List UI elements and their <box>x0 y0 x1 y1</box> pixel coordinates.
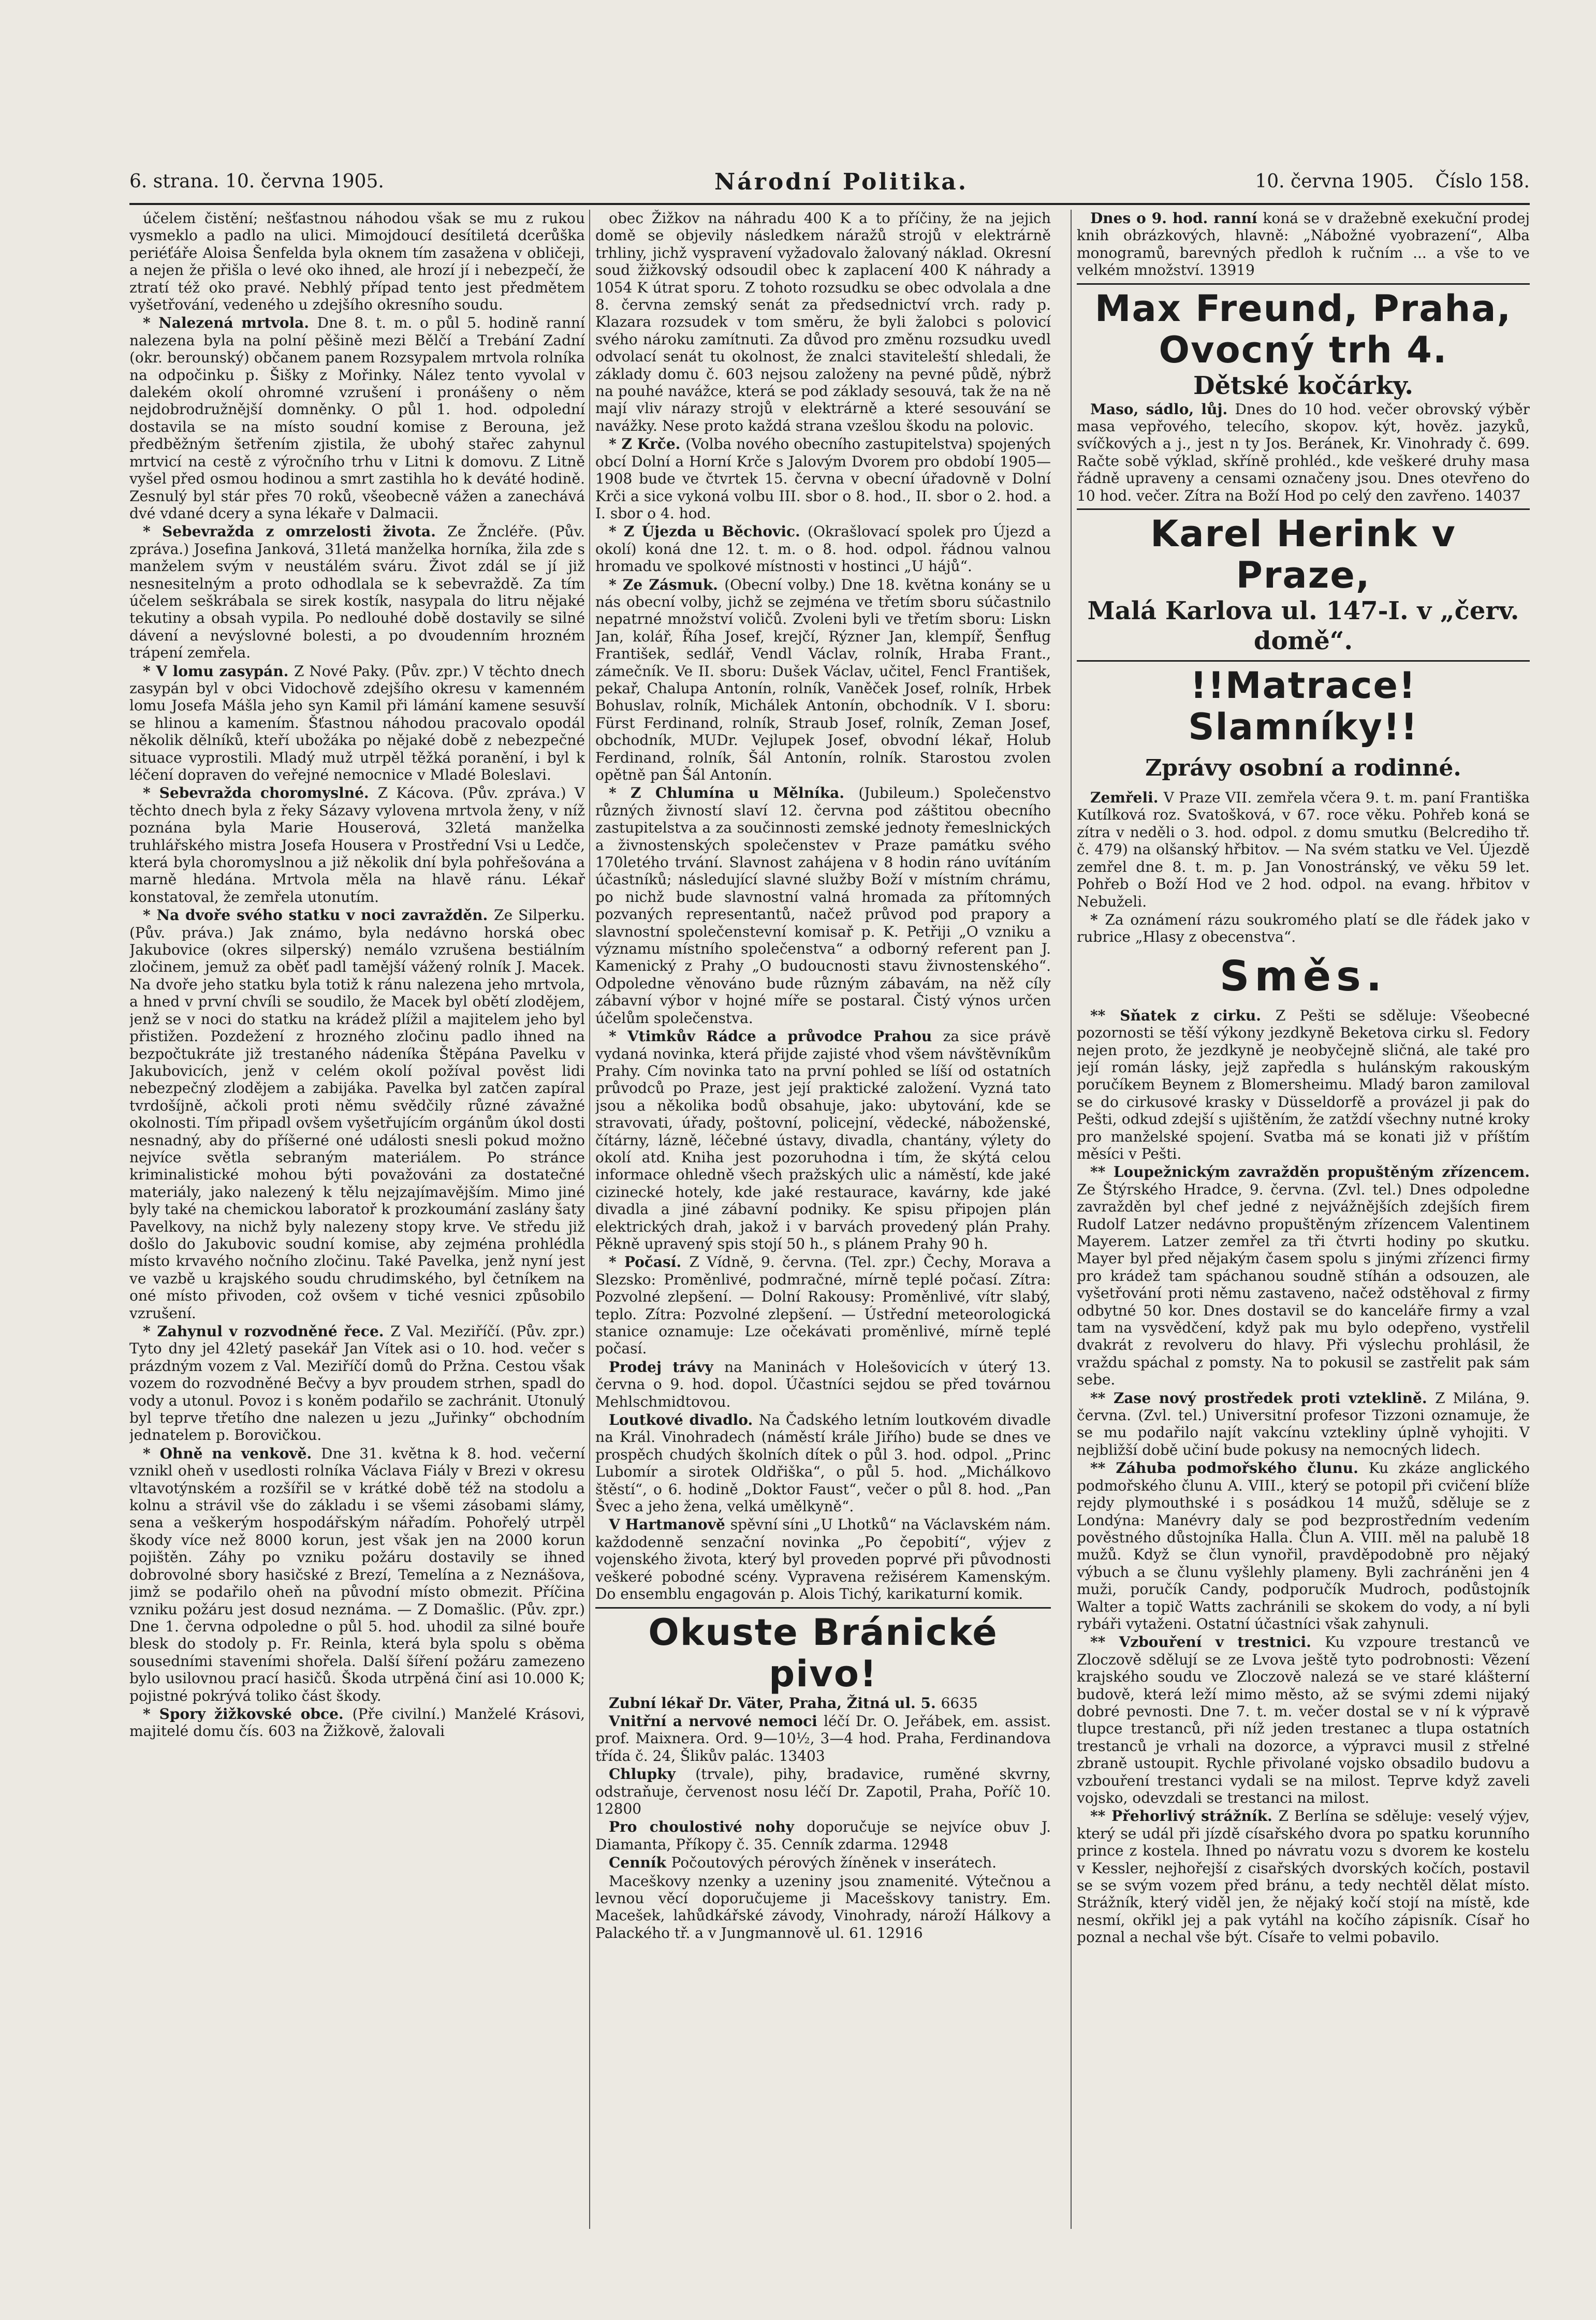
news-item-lead: * Počasí. <box>609 1253 690 1271</box>
advertisement <box>1077 508 1530 596</box>
news-item <box>595 1713 1051 1764</box>
column-1 <box>129 210 585 2229</box>
news-item-text: 6635 <box>941 1694 978 1712</box>
news-item-lead: * Sebevražda choromyslné. <box>143 784 378 802</box>
news-item <box>1077 401 1530 504</box>
news-item-lead: Loutkové divadlo. <box>609 1411 759 1429</box>
header-page-date: 6. strana. 10. června 1905. <box>129 171 384 192</box>
news-item-lead: ** Sňatek z cirku. <box>1090 1006 1276 1024</box>
advert-subline: Dětské kočárky. <box>1193 371 1414 400</box>
news-item <box>595 1359 1051 1410</box>
news-item-lead: * Ohně na venkově. <box>143 1444 321 1462</box>
news-item <box>595 1765 1051 1817</box>
news-item-lead: * <box>1090 911 1105 928</box>
news-item-lead: * Nalezená mrtvola. <box>143 314 317 332</box>
advert-headline: Karel Herink v Praze, <box>1150 513 1456 597</box>
news-item-lead: ** Loupežnickým zavražděn propuštěným zřízencem. <box>1090 1163 1530 1181</box>
news-item-text: (Jubileum.) Společenstvo různých živností slaví 12. června pod záštitou obecního zastupitelstva a za součinnosti zemské jednoty řemeslnických a živnostenských společenstev v Praze památku svého 170letého trvání. Slavnost zahájena v 8 hodin ráno uvítáním účastníků; následující slavné služby Boží v místním chrámu, po nichž bude slavnostní valná hromada za přítomných pozvaných representantů, načež průvod pod prapory a slavnostní společenstevní komisař p. K. Petřiji „O vzniku a významu místního společenstva“ a odborný referent pan J. Kamenický z Prahy „O budoucnosti stavu živnostenského“. Odpoledne věnováno bude různým zábavám, na něž cíly zábavní výbor v hojné míře se postaral. Čistý výnos určen účelům společenstva. <box>595 784 1051 1027</box>
news-item-text: Ze Žncléře. (Pův. zpráva.) Josefina Janková, 31letá manželka horníka, žila zde s manželem svým v neustálém sváru. Život zdál se jí již nesnesitelným a proto odhodlala se k sebevraždě. Za tím účelem seškrábala se sirek kostík, nasypala do litru nějaké tekutiny a obsah vypila. Po nedlouhé době dostavily se silné dávení a nevýslovné bolesti, a po dvoudenním hrozném trápení zemřela. <box>129 523 585 662</box>
news-item-lead: Chlupky <box>609 1765 696 1783</box>
news-item-text: Ku zkáze anglického podmořského člunu A. VIII., který se potopil při cvičení blíže rejdy plymouthské i s posádkou 14 mužů, sděluje se z Londýna: Manévry daly se pod bezprostředním vedením pověstného důstojníka Halla. Člun A. VIII. měl na palubě 18 mužů. Když se člun vynořil, pravděpodobně pro nějaký výbuch a se člunu vyšlehly plameny. Byli zachráněni jen 4 muži, poručík Candy, podporučík Mudroch, podůstojník Walter a topič Watts zachránili se skokem do vody, a ní byli rybáři vytaženi. Ostatní účastníci však zahynuli. <box>1077 1460 1530 1632</box>
news-item-lead: ** Vzbouření v trestnici. <box>1090 1633 1325 1651</box>
news-item-lead: Prodej trávy <box>609 1358 725 1376</box>
news-item-lead: * Na dvoře svého statku v noci zavražděn. <box>143 907 494 924</box>
advert-subline: Malá Karlova ul. 147-I. v „červ. domě“. <box>1087 596 1519 656</box>
news-item <box>129 1705 585 1740</box>
column-2 <box>595 210 1051 2229</box>
news-item <box>129 1445 585 1704</box>
news-item-text: Maceškovy nzenky a uzeniny jsou znamenité. Výtečnou a levnou věcí doporučujeme ji Macešskovy tanistry. Em. Macešek, lahůdkářské závody, Vinohrady, nároží Hálkovy a Palackého tř. a v Jungmannově ul. 61. 12916 <box>595 1872 1051 1942</box>
news-item <box>1077 1390 1530 1459</box>
news-item <box>595 1818 1051 1853</box>
news-item-lead: Maso, sádlo, lůj. <box>1090 400 1235 418</box>
news-item-lead: ** Přehorlivý strážník. <box>1090 1807 1279 1825</box>
news-item-lead: * Zahynul v rozvodněné řece. <box>143 1323 391 1340</box>
news-item-lead: * Z Újezda u Běchovic. <box>609 523 808 541</box>
news-item <box>1077 210 1530 279</box>
news-item-text: (trvale), pihy, bradavice, ruměné skvrny, odstraňuje, červenost nosu léčí Dr. Zapotil, Praha, Poříč 10. 12800 <box>595 1765 1051 1817</box>
page-header <box>129 171 1530 202</box>
news-item-text: na Maninách v Holešovicích v úterý 13. června o 9. hod. dopol. Účastníci sejdou se před továrnou Mehlschmidtovou. <box>595 1358 1051 1410</box>
section-heading-smes: Směs. <box>1219 952 1387 1000</box>
news-item-text: (Volba nového obecního zastupitelstva) spojených obcí Dolní a Horní Krče s Jalovým Dvorem pro období 1905—1908 bude ve čtvrtek 15. června v obecní úřadovně v Dolní Krči a sice vykoná volbu III. sbor o 8. hod., II. sbor o 2. hod. a I. sbor o 4. hod. <box>595 435 1051 522</box>
news-item <box>595 1873 1051 1942</box>
news-item-lead: * Ze Zásmuk. <box>609 576 725 593</box>
news-item-lead: Zubní lékař Dr. Väter, Praha, Žitná ul. 5. <box>609 1694 941 1712</box>
news-item-lead: * Z Chlumína u Mělníka. <box>609 784 859 802</box>
advertisement <box>1077 283 1530 371</box>
news-item-text: za sice právě vydaná novinka, která přijde zajisté vhod všem návštěvníkům Prahy. Cím novinka tato na první pohled se líší od ostatních průvodců po Praze, jest její praktické založení. Vyzná tato jsou a několika bodů obsahuje, jako: ubytování, kde se stravovati, úřady, poštovní, policejní, vědecké, náboženské, čítárny, lázně, léčebné ústavy, divadla, chantány, výlety do okolí atd. Kniha jest pozoruhodna i tím, že skýtá celou informace ohledně všech pražských ulic a náměstí, kde jaké cizinecké hotely, kde jaké restaurace, kavárny, kde jaké divadla a jiné zábavní podniky. Ke spisu připojen plán elektrických drah, jakož i v barvách provedený plán Prahy. Pěkně upravený spis stojí 50 h., s plánem Prahy 90 h. <box>595 1028 1051 1252</box>
news-item <box>1077 1807 1530 1946</box>
news-item <box>129 907 585 1322</box>
news-item-text: Z Val. Meziříčí. (Pův. zpr.) Tyto dny jel 42letý pasekář Jan Vítek asi o 10. hod. večer s prázdným vozem z Val. Meziříčí domů do Pržna. Cestou však vozem do rozvodněné Bečvy a byv proudem strhen, spadl do vody a utonul. Povoz i s koněm podařilo se zachránit. Utonulý byl teprve třetího dne nalezen u jezu „Juřinky“ obchodním jednatelem p. Borovičkou. <box>129 1323 585 1444</box>
news-item-lead: V Hartmanově <box>609 1516 730 1534</box>
header-right <box>1239 171 1530 192</box>
news-item-text: Z Milána, 9. června. (Zvl. tel.) Universitní profesor Tizzoni oznamuje, že se mu podařilo najít vakcínu vztekliny úplně vyhojiti. V nejbližší době učiní bude pokusy na nemocných lidech. <box>1077 1389 1530 1458</box>
news-item-lead: * Sebevražda z omrzelosti života. <box>143 523 448 541</box>
advert-headline: Max Freund, Praha, Ovocný trh 4. <box>1094 287 1512 371</box>
news-item-text: Ku vzpoure trestanců ve Zloczově sdělují se ze Lvova ještě tyto podrobnosti: Vězení krajského soudu ve Zloczově nalezá se ve staré klášterní budově, která leží mimo město, až se svými zdemi nijaký dobré pevnosti. Dne 7. t. m. večer dostal se v ní k výpravě tlupce trestanců, při níž jeden trestanec a tlupa ostatních trestanců je vrhali na dozorce, a výpravci musil z střelné zbraně ustoupit. Rychle přivolané vojsko obsadilo budovu a vzbouření trestanci vydali se na milost. Teprve když zaveli vojsko, odevzdali se trestanci na milost. <box>1077 1633 1530 1806</box>
news-item <box>129 663 585 784</box>
news-item <box>129 523 585 661</box>
news-item <box>595 210 1051 434</box>
news-item-lead: ** Záhuba podmořského člunu. <box>1090 1460 1369 1477</box>
news-item-text: spěvní síni „U Lhotků“ na Václavském nám. každodenně senzační novinka „Po čepobití“, výjev z vojenského života, který byl proveden poprvé při původnosti veškeré pobodné scény. Vypravena režisérem Kamenským. Do ensemblu engagován p. Alois Tichý, karikaturní komik. <box>595 1516 1051 1603</box>
news-item-text: koná se v dražebně exekuční prodej knih obrázkových, hlavně: „Nábožné vyobrazení“, Alba monogramů, barevných předloh k ručním ... a vše to ve velkém množství. 13919 <box>1077 210 1530 279</box>
news-item <box>595 1411 1051 1515</box>
news-item-text: Z Kácova. (Pův. zpráva.) V těchto dnech byla z řeky Sázavy vylovena mrtvola ženy, v níž poznána byla Marie Houserová, 32letá manželka truhlářského mistra Josefa Housera v Prostřední Vsi u Ledče, která byla choromyslnou a již několik dní byla pohřešována a marně hledána. Mrtvola měla na hlavě ránu. Lékař konstatoval, že zemřela utonutím. <box>129 784 585 906</box>
news-item-text: Ze Silperku. (Pův. práva.) Jak známo, byla nedávno horská obec Jakubovice (okres silperský) nemálo vzrušena bestiálním zločinem, jemuž za oběť padl tamější vážený rolník J. Macek. Na dvoře jeho statku byla totiž k ránu nalezena jeho mrtvola, a hned v první chvíli se soudilo, že Macek byl obětí zlodějem, jenž se v noci do statku na krádež plížil a majitelem jeho byl přistižen. Pozdežení z hrozného zločinu padlo ihned na bezpočtukráte již trestaného nádeníka Štěpána Pavelku v Jakubovicích, jenž v celém okolí požíval pověst lidi nebezpečný zlodějem a zabijáka. Pavelka byl zatčen zapíral tvrdošíjně, ačkoli proti němu svědčily různé závažné okolnosti. Tím připadl ovšem vyšetřujícím orgánům úkol dosti nesnadný, aby do příšerné oné události snesli pokud možno nejvíce světla sebraným materiálem. Po stránce kriminalistické mohou býti považováni za dostatečné materiály, jako nalezený k tělu nejzajímavějším. Mimo jiné byly také na chemickou laboratoř k prozkoumání zaslány šaty Pavelkovy, na nichž byly nalezeny stopy krve. Ve středu již došlo do Jakubovic soudní komise, aby zejména prohlédla místo krvavého nočního zločinu. Také Pavelka, jenž nyní jest ve vazbě u krajského soudu chrudimského, byl četníkem na oné místo přivoden, což ovšem v tiché vesnici způsobilo vzrušení. <box>129 907 585 1322</box>
news-item <box>129 784 585 906</box>
news-item <box>1077 1163 1530 1388</box>
advertisement <box>595 1607 1051 1695</box>
news-item-text: Na Čadského letním loutkovém divadle na Král. Vinohradech (náměstí krále Jiřího) bude se dnes ve prospěch chudých školních dítek o půl 3. hod. odpol. „Princ Lubomír a sirotek Oldřiška“, o půl 5. hod. „Michálkovo štěstí“, o 6. hodině „Doktor Faust“, večer o půl 8. hod. „Pan Švec a jeho žena, velká umělkyně“. <box>595 1411 1051 1515</box>
news-item <box>1077 1460 1530 1632</box>
news-item-text: obec Žižkov na náhradu 400 K a to příčiny, že na jejich domě se objevily následkem náražů strojů v elektrárně trhliny, jichž vyspravení vyžadovalo žalovaný náklad. Okresní soud žižkovský odsoudil obec k zaplacení 400 K náhrady a 1054 K útrat sporu. Z tohoto rozsudku se obec odvolala a dne 8. června zemský senát za předsednictví vrch. rady p. Klazara rozsudek v tom směru, že byli žalobci s polovicí svého nároku zamítnuti. Za důvod pro změnu rozsudku uvedl odvolací senát tu okolnost, že znalci staviteleští shledali, že základy domu č. 603 nejsou založeny na pevné půdě, nýbrž na pouhé navážce, která se pod základy sesouvá, tak že na ně mají vliv nárazy strojů v elektrárně a které sesouvání se navážky. Nese proto každá strana vzešlou škodu na polovic. <box>595 210 1051 434</box>
news-item <box>595 1253 1051 1357</box>
news-item-text: (Pře civilní.) Manželé Krásovi, majitelé domu čís. 603 na Žižkově, žalovali <box>129 1705 585 1740</box>
news-item <box>129 1323 585 1444</box>
news-item-text: Z Vídně, 9. června. (Tel. zpr.) Čechy, Morava a Slezsko: Proměnlivé, podmračné, mírně teplé počasí. Zítra: Pozvolné zlepšení. — Dolní Rakousy: Proměnlivé, vítr slabý, teplo. Zítra: Pozvolné zlepšení. — Ústřední meteorologická stanice oznamuje: Lze očekávati proměnlivé, mírně teplé počasí. <box>595 1253 1051 1358</box>
news-item <box>1077 1633 1530 1806</box>
advert-headline: !!Matrace! Slamníky!! <box>1188 664 1418 749</box>
news-item-text: (Obecní volby.) Dne 18. května konány se u nás obecní volby, jichž se zejména ve třetím sboru súčastnilo nepatrné množství voličů. Zvoleni byli ve třetím sboru: Liskn Jan, kolář, Říha Josef, krejčí, Rýzner Jan, klempíř, Šenfług František, sedlář, Vendl Václav, rolník, Hraba Frant., zámečník. Ve II. sboru: Dušek Václav, učitel, Fencl František, pekař, Chalupa Antonín, rolník, Vaněček Josef, rolník, Hrbek Bohuslav, rolník, Michálek Antonín, obchodník. V I. sboru: Fürst Ferdinand, rolník, Straub Josef, rolník, Zeman Josef, obchodník, MUDr. Vejlupek Josef, obvodní lékař, Holub Ferdinand, rolník, Šál Antonín, rolník. Starostou zvolen opětně pan Šál Antonín. <box>595 576 1051 783</box>
header-date: 10. června 1905. <box>1255 171 1414 192</box>
news-item-text: Z Berlína se sděluje: veselý výjev, který se udál při jízdě císařského dvora po spatku korunního prince z kostela. Ihned po návratu vozu s dvorem ke kostelu v Kessler, nejhořejší z cisařských dvorských kočích, postavil se se svým vozem před bránu, a tedy nechtěl dělat místo. Strážník, který viděl jen, že nějaký kočí stojí na místě, kde nesmí, okřikl jej a pak vytáhl na kočího zápisník. Císař ho poznal a nechal vše být. Císaře to velmi pobavilo. <box>1077 1807 1530 1946</box>
header-issue: Číslo 158. <box>1435 171 1530 192</box>
news-item <box>595 576 1051 784</box>
news-item-text: Za oznámení rázu soukromého platí se dle řádek jako v rubrice „Hlasy z obecenstva“. <box>1077 911 1530 946</box>
news-item-lead: Vnitřní a nervové nemoci <box>609 1712 824 1730</box>
column-3 <box>1077 210 1530 2229</box>
news-item-text: doporučuje se nejvíce obuv J. Diamanta, Příkopy č. 35. Cenník zdarma. 12948 <box>595 1818 1051 1853</box>
news-item-text: Ze Štýrského Hradce, 9. června. (Zvl. tel.) Dnes odpoledne zavražděn byl chef jedné z nejvážnějších zdejších firem Rudolf Latzer nedávno propuštěným zřízencem Valentinem Mayerem. Latzer zemřel za tři čtvrti hodiny po skutku. Mayer byl před nějakým časem spolu s jinými zřízenci firmy pro krádež tam spáchanou soudně stíhán a odsouzen, ale vyšetřování proti němu zastaveno, načež odstěhoval z firmy odbytné 50 kor. Dnes dostavil se do kanceláře firmy a vzal tam na vysvědčení, když pak mu bylo odepřeno, vystřelil dvakrát z revolveru do hlavy. Při výslechu prohlásil, že vraždu spáchal z pomsty. Na to pokusil se zastřelit pak sám sebe. <box>1077 1180 1530 1389</box>
header-rule <box>129 203 1530 205</box>
news-item-lead: * Spory žižkovské obce. <box>143 1705 353 1723</box>
news-item-lead: * V lomu zasypán. <box>143 662 295 680</box>
news-item-lead: * Z Krče. <box>609 435 686 453</box>
news-item <box>1077 789 1530 910</box>
column-divider <box>589 210 590 2229</box>
news-item <box>595 784 1051 1027</box>
news-item-text: Dne 31. května k 8. hod. večerní vznikl oheň v usedlosti rolníka Václava Fiály v Brezi v okresu vltavotýnském a rozšířil se v krátké době též na stodolu a kolnu a strávil vše do základu i se všemi zásobami slámy, sena a veškerým hospodářským nářadím. Pohořelý utrpěl škody více než 8000 korun, jest však jen na 2000 korun pojištěn. Záhy po vzniku požáru dostavily se ihned dobrovolné sbory hasičské z Brezí, Temelína a z Neznášova, jimž se podařilo oheň na původní místo obmezit. Příčina vzniku požáru jest dosud neznáma. — Z Domašlic. (Pův. zpr.) Dne 1. června odpoledne o půl 5. hod. uhodil za silné bouře blesk do stodoly p. Fr. Reinla, která byla spolu s oběma sousedními staveními shořela. Další šíření požáru zamezeno bylo usilovnou prací hasičů. Škoda utrpěná činí asi 10.000 K; pojistné pokrývá toliko část škody. <box>129 1444 585 1704</box>
news-item <box>1077 911 1530 946</box>
news-item-text: Z Pešti se sděluje: Všeobecné pozornosti se těší výkony jezdkyně Beketova cirku sl. Fedory nejen proto, že jezdkyně je neobyčejně sličná, ale také pro její román lásky, jejž zapředla s hulánským rakouským poručíkem Beynem z Blomersheimu. Mladý baron zamiloval se do cirkusové krasky v Düsseldorfě a provázel ji pak do Pešti, odkud zdejší s ujištěním, že zatždí všechny nutné kroky pro manželské spojení. Svatba má se konati již v příštím měsíci v Pešti. <box>1077 1006 1530 1162</box>
news-item <box>595 523 1051 575</box>
news-item-lead: Pro choulostivé nohy <box>609 1818 807 1836</box>
news-item-lead: Dnes o 9. hod. ranní <box>1090 210 1263 227</box>
news-item-text: Z Nové Paky. (Pův. zpr.) V těchto dnech zasypán byl v obci Vidochově zdejšího okresu v kamenném lomu Josefa Mášla jeho syn Kamil při lámání kamene sesuvší se hlinou a kamením. Šťastnou náhodou pracovalo opodál několik dělníků, kteří ubožáka po nějaké době z nebezpečné situace vyprostili. Mladý muž utrpěl těžká poranění, i byl k léčení dopraven do veřejné nemocnice v Mladé Boleslavi. <box>129 662 585 783</box>
news-item-text: Dnes do 10 hod. večer obrovský výběr masa vepřového, telecího, skopov. kýt, hověz. jazyků, svíčkových a j., jest n ty Jos. Beránek, Kr. Vinohrady č. 699. Račte sobě výklad, skříně prohléd., kde veškeré druhy masa řádně upraveny a censami označeny jsou. Dnes otevřeno do 10 hod. večer. Zítra na Boží Hod po celý den zavřeno. 14037 <box>1077 400 1530 504</box>
news-item-lead: Zemřeli. <box>1090 789 1164 807</box>
advertisement <box>1077 660 1530 748</box>
newspaper-title: Národní Politika. <box>714 169 969 195</box>
news-item <box>129 314 585 522</box>
news-item-text: léčí Dr. O. Jeřábek, em. assist. prof. Maixnera. Ord. 9—10½, 3—4 hod. Praha, Ferdinandova třída č. 24, Šlikův palác. 13403 <box>595 1712 1051 1764</box>
advert-headline: Okuste Bránické pivo! <box>648 1611 998 1695</box>
news-item <box>595 1695 1051 1712</box>
news-item <box>129 210 585 313</box>
news-item <box>595 1854 1051 1871</box>
news-item-lead: ** Zase nový prostředek proti vzteklině. <box>1090 1389 1436 1407</box>
news-item <box>1077 1007 1530 1163</box>
news-item-text: účelem čistění; nešťastnou náhodou však se mu z rukou vysmeklo a padlo na ulici. Mimojdoucí desítiletá dcerůška periéťáře Aloisa Šenfelda byla oknem tím zasažena v obličeji, a nejen že přišla o levé oko ihned, ale hrozí jí i nebezpečí, že ztratí též oko pravé. Nebhlý případ tento jest předmětem vyšetřování, vedeného u zdejšího okresního soudu. <box>129 210 585 314</box>
news-item-lead: Cenník <box>609 1854 671 1872</box>
news-item <box>595 1516 1051 1602</box>
news-item-text: (Okrašlovací spolek pro Újezd a okolí) koná dne 12. t. m. o 8. hod. odpol. řádnou valnou hromadu ve spolkové místnosti v hostinci „U hájů“. <box>595 523 1051 575</box>
news-item-lead: * Vtimkův Rádce a průvodce Prahou <box>609 1028 943 1045</box>
news-item <box>595 1028 1051 1252</box>
section-heading: Zprávy osobní a rodinné. <box>1145 755 1461 782</box>
news-item-text: V Praze VII. zemřela včera 9. t. m. paní Františka Kutílková roz. Svatošková, v 67. roce věku. Pohřeb koná se zítra v neděli o 3. hod. odpol. z domu smutku (Belcrediho tř. č. 479) na olšanský hřbitov. — Na svém statku ve Vel. Újezdě zemřel dne 8. t. m. p. Jan Vonostránský, ve věku 59 let. Pohřeb o Boží Hod ve 2 hod. odpol. na evang. hřbitov v Nebuželi. <box>1077 789 1530 910</box>
news-item-text: Dne 8. t. m. o půl 5. hodině ranní nalezena byla na polní pěšině mezi Bělčí a Trebání Zadní (okr. berounský) občanem panem Rozsypalem mrtvola rolníka na odpočinku p. Šišky z Mořinky. Nález tento vyvolal v dalekém okolí ohromné vzrušení i pronášeny o něm nejdobrodružnější domněnky. O půl 1. hod. odpolední dostavila se na místo soudní komise z Berouna, jež předběžným šetřením zjistila, že ubohý stařec zahynul mrtvicí na cestě z výročního trhu v Litni k domovu. Z Litně vyšel před osmou hodinou a smrt zastihla ho k deváté hodině. Zesnulý byl stár přes 70 roků, všeobecně vážen a zanechává dvé vdané dcery a syna lékaře v Dalmacii. <box>129 314 585 522</box>
news-item <box>595 435 1051 522</box>
column-divider <box>1071 210 1072 2229</box>
news-item-text: Počoutových pérových žíněnek v inserátech. <box>671 1854 997 1872</box>
